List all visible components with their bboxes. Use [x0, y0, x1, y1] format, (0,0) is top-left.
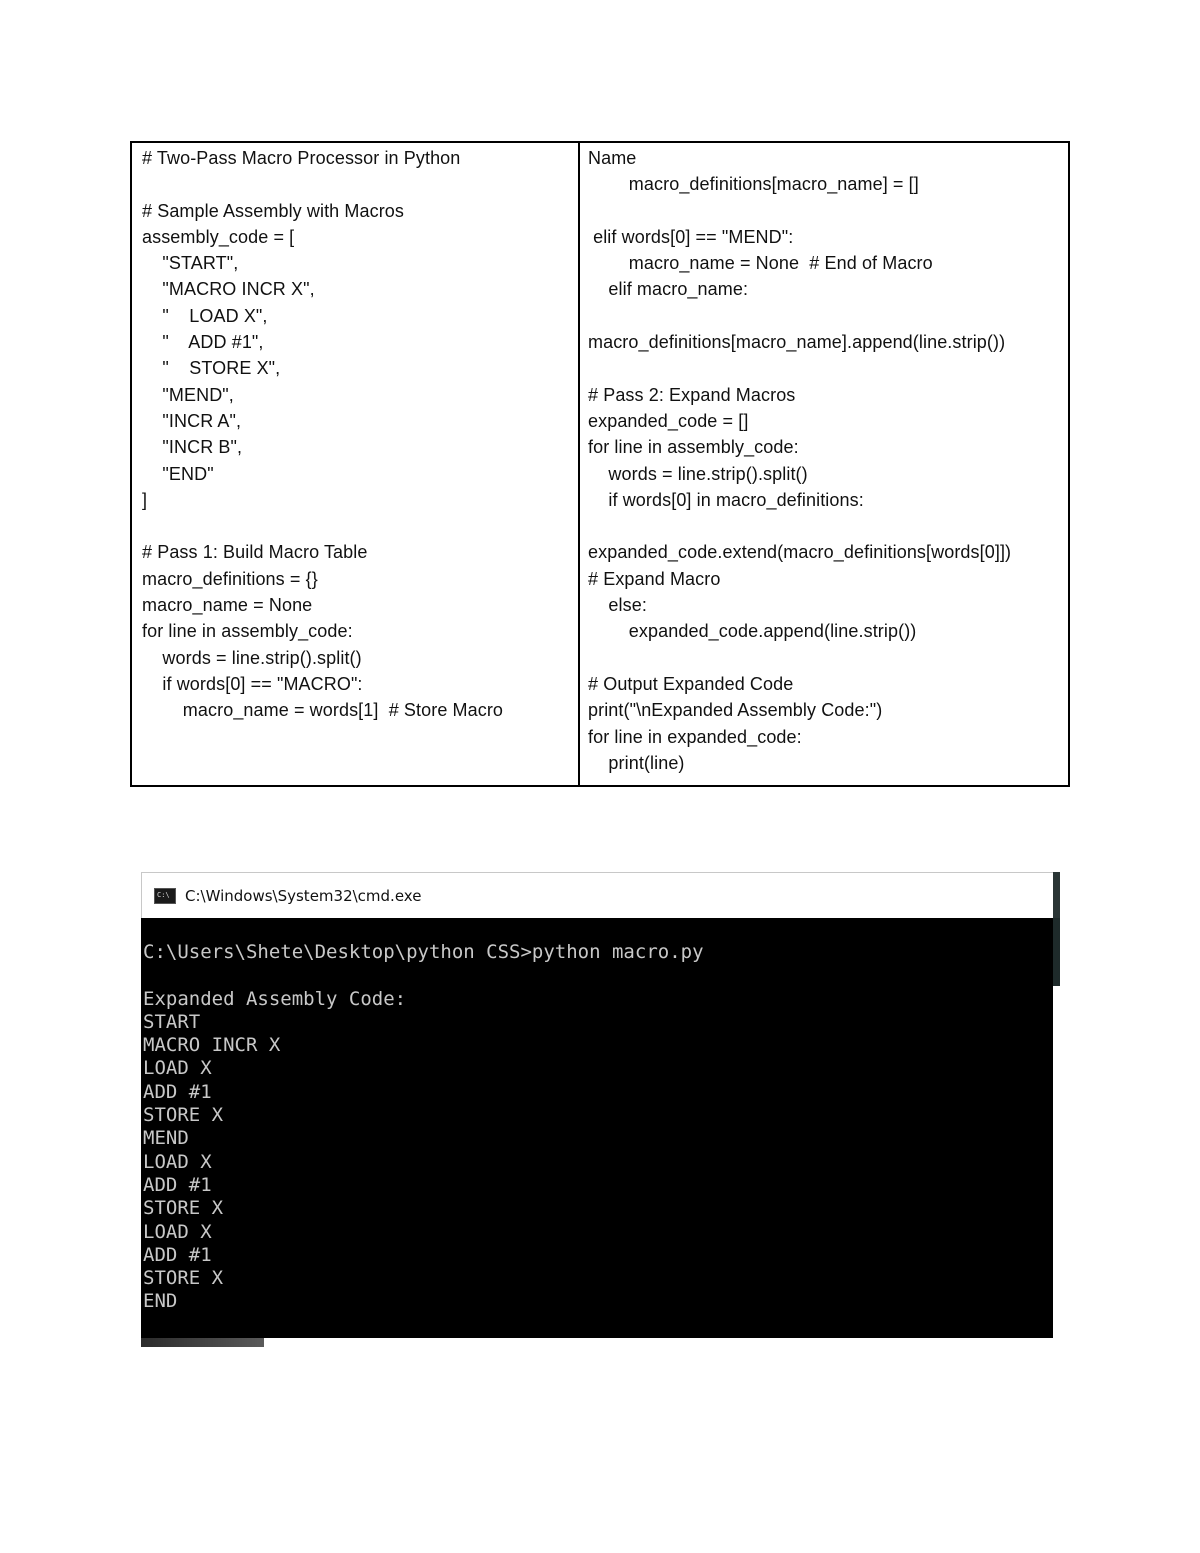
code-line: "END" [142, 463, 214, 484]
terminal-line: C:\Users\Shete\Desktop\python CSS>python macro.py [143, 941, 704, 963]
window-shadow [141, 1338, 264, 1347]
code-line: "MEND", [142, 384, 234, 405]
code-line: # Two-Pass Macro Processor in Python [142, 148, 461, 168]
code-line: macro_definitions[macro_name] = [] [588, 174, 919, 195]
terminal-line: LOAD X [143, 1057, 212, 1080]
code-line: # Expand Macro [588, 568, 721, 589]
terminal-line: START [143, 1010, 201, 1033]
code-line: "INCR A", [142, 410, 242, 431]
code-line: assembly_code = [ [142, 226, 295, 247]
cmd-icon [154, 888, 176, 904]
code-line: macro_definitions[macro_name].append(line.strip()) [588, 332, 1006, 353]
code-line: # Sample Assembly with Macros [142, 200, 404, 221]
code-line: macro_name = words[1] # Store Macro [142, 700, 504, 721]
code-line: else: [588, 595, 647, 616]
code-line [142, 513, 578, 539]
code-line: " STORE X", [142, 358, 281, 379]
code-line: "MACRO INCR X", [142, 279, 315, 300]
code-line: print("\nExpanded Assembly Code:") [588, 700, 883, 721]
terminal-line: ADD #1 [143, 1243, 212, 1266]
cmd-icon-prompt: C:\ [157, 891, 170, 899]
code-line: macro_definitions = {} [142, 568, 318, 589]
code-line: expanded_code = [] [588, 410, 749, 431]
code-line: macro_name = None # End of Macro [588, 253, 933, 274]
terminal-line [143, 964, 1053, 987]
terminal-line: LOAD X [143, 1220, 212, 1243]
code-line: words = line.strip().split() [142, 647, 362, 668]
cmd-titlebar[interactable] [141, 872, 1053, 918]
code-line: ] [142, 489, 148, 510]
terminal-line: END [143, 1290, 178, 1313]
code-line [588, 303, 1068, 329]
code-line: # Pass 1: Build Macro Table [142, 542, 368, 563]
code-line: macro_name = None [142, 595, 313, 616]
background-window-titlebar-edge [1053, 872, 1060, 918]
code-column-right [580, 143, 1068, 785]
code-line: "START", [142, 253, 239, 274]
terminal-line: STORE X [143, 1197, 224, 1220]
code-column-left [132, 143, 580, 785]
terminal-output[interactable] [141, 941, 1053, 1314]
code-line: for line in assembly_code: [142, 621, 353, 642]
code-line [588, 198, 1068, 224]
terminal-line: MACRO INCR X [143, 1034, 281, 1057]
code-line: " ADD #1", [142, 332, 264, 353]
code-line: "INCR B", [142, 437, 243, 458]
code-line: " LOAD X", [142, 305, 268, 326]
code-line: expanded_code.extend(macro_definitions[words[0]]) [588, 542, 1012, 563]
code-line: for line in expanded_code: [588, 726, 802, 747]
code-line [588, 645, 1068, 671]
code-line: expanded_code.append(line.strip()) [588, 621, 917, 642]
terminal-line: MEND [143, 1127, 189, 1150]
terminal-line: ADD #1 [143, 1173, 212, 1196]
code-line: words = line.strip().split() [588, 463, 808, 484]
terminal-line: LOAD X [143, 1150, 212, 1173]
terminal-line: STORE X [143, 1267, 224, 1290]
code-line: Name [588, 148, 637, 168]
terminal-line: STORE X [143, 1104, 224, 1127]
background-window-edge [1053, 872, 1060, 986]
code-line: if words[0] in macro_definitions: [588, 489, 864, 510]
code-line: elif macro_name: [588, 279, 749, 300]
code-line: for line in assembly_code: [588, 437, 799, 458]
code-line: if words[0] == "MACRO": [142, 673, 363, 694]
terminal-line: Expanded Assembly Code: [143, 987, 407, 1010]
terminal-line: ADD #1 [143, 1080, 212, 1103]
code-line [588, 355, 1068, 381]
code-line: elif words[0] == "MEND": [588, 226, 794, 247]
code-line: # Output Expanded Code [588, 673, 794, 694]
code-line: # Pass 2: Expand Macros [588, 384, 796, 405]
code-line: print(line) [588, 752, 685, 773]
code-line [142, 171, 578, 197]
cmd-window[interactable] [141, 872, 1053, 1338]
cmd-window-title: C:\Windows\System32\cmd.exe [185, 886, 422, 905]
code-line [588, 513, 1068, 539]
code-table [130, 141, 1070, 787]
